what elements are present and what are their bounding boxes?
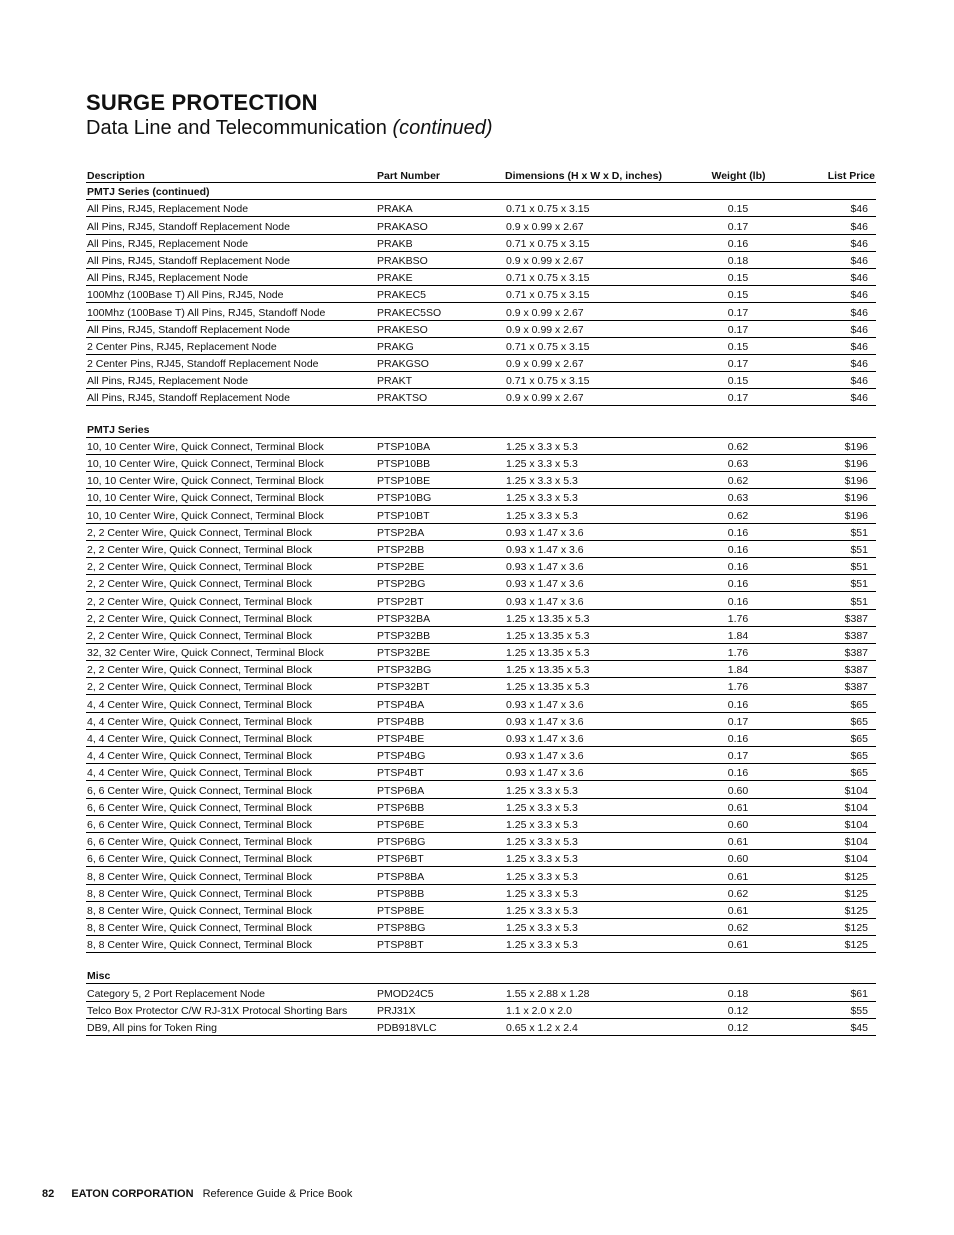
cell-weight: 0.18 [681, 984, 796, 1001]
cell-list-price: $61 [796, 984, 876, 1001]
cell-description: 2, 2 Center Wire, Quick Connect, Terminal Block [86, 523, 376, 540]
cell-description: 2 Center Pins, RJ45, Replacement Node [86, 337, 376, 354]
cell-description: 100Mhz (100Base T) All Pins, RJ45, Standoff Node [86, 303, 376, 320]
table-row [86, 764, 876, 781]
cell-dimensions: 1.25 x 3.3 x 5.3 [486, 901, 681, 918]
table-row [86, 303, 876, 320]
cell-part-number: PTSP32BT [376, 678, 486, 695]
table-row [86, 1001, 876, 1018]
cell-description: 6, 6 Center Wire, Quick Connect, Terminal Block [86, 850, 376, 867]
cell-dimensions: 1.25 x 3.3 x 5.3 [486, 832, 681, 849]
cell-weight: 0.16 [681, 575, 796, 592]
cell-part-number: PTSP10BB [376, 454, 486, 471]
cell-part-number: PTSP6BB [376, 798, 486, 815]
cell-dimensions: 0.93 x 1.47 x 3.6 [486, 764, 681, 781]
cell-weight: 0.60 [681, 781, 796, 798]
cell-dimensions: 1.25 x 3.3 x 5.3 [486, 867, 681, 884]
cell-description: Category 5, 2 Port Replacement Node [86, 984, 376, 1001]
cell-description: 2, 2 Center Wire, Quick Connect, Terminal Block [86, 557, 376, 574]
cell-part-number: PTSP2BG [376, 575, 486, 592]
cell-description: 8, 8 Center Wire, Quick Connect, Terminal Block [86, 867, 376, 884]
section-heading: PMTJ Series [86, 420, 876, 437]
section-spacer [86, 953, 876, 968]
table-row [86, 729, 876, 746]
header-part-number: Part Number [376, 167, 486, 183]
cell-part-number: PTSP32BB [376, 626, 486, 643]
cell-weight: 0.16 [681, 729, 796, 746]
cell-description: 2, 2 Center Wire, Quick Connect, Terminal Block [86, 678, 376, 695]
cell-weight: 0.62 [681, 918, 796, 935]
cell-dimensions: 1.25 x 3.3 x 5.3 [486, 850, 681, 867]
table-row [86, 372, 876, 389]
cell-list-price: $46 [796, 320, 876, 337]
cell-weight: 1.76 [681, 609, 796, 626]
cell-dimensions: 0.9 x 0.99 x 2.67 [486, 354, 681, 371]
cell-dimensions: 1.25 x 13.35 x 5.3 [486, 678, 681, 695]
table-row [86, 609, 876, 626]
section-heading-row [86, 183, 876, 200]
table-row [86, 695, 876, 712]
cell-weight: 0.61 [681, 832, 796, 849]
cell-part-number: PTSP4BB [376, 712, 486, 729]
cell-weight: 0.17 [681, 712, 796, 729]
cell-description: 4, 4 Center Wire, Quick Connect, Terminal Block [86, 747, 376, 764]
cell-description: 4, 4 Center Wire, Quick Connect, Terminal Block [86, 695, 376, 712]
cell-dimensions: 0.9 x 0.99 x 2.67 [486, 303, 681, 320]
cell-dimensions: 0.93 x 1.47 x 3.6 [486, 557, 681, 574]
cell-weight: 0.16 [681, 592, 796, 609]
table-row [86, 454, 876, 471]
cell-part-number: PTSP2BA [376, 523, 486, 540]
header-list-price: List Price [796, 167, 876, 183]
cell-weight: 0.62 [681, 506, 796, 523]
cell-list-price: $196 [796, 454, 876, 471]
cell-part-number: PTSP8BT [376, 936, 486, 953]
cell-description: 2, 2 Center Wire, Quick Connect, Terminal Block [86, 575, 376, 592]
cell-dimensions: 0.71 x 0.75 x 3.15 [486, 268, 681, 285]
cell-weight: 0.16 [681, 234, 796, 251]
table-row [86, 626, 876, 643]
cell-part-number: PTSP2BE [376, 557, 486, 574]
cell-dimensions: 1.25 x 3.3 x 5.3 [486, 884, 681, 901]
header-weight: Weight (lb) [681, 167, 796, 183]
cell-dimensions: 1.1 x 2.0 x 2.0 [486, 1001, 681, 1018]
cell-description: 2, 2 Center Wire, Quick Connect, Terminal Block [86, 540, 376, 557]
cell-list-price: $125 [796, 901, 876, 918]
section-heading-row [86, 420, 876, 437]
table-row [86, 540, 876, 557]
cell-part-number: PTSP4BE [376, 729, 486, 746]
table-row [86, 354, 876, 371]
cell-dimensions: 0.93 x 1.47 x 3.6 [486, 747, 681, 764]
cell-dimensions: 1.25 x 3.3 x 5.3 [486, 437, 681, 454]
page-number: 82 [42, 1188, 55, 1200]
cell-part-number: PTSP6BA [376, 781, 486, 798]
cell-list-price: $125 [796, 936, 876, 953]
cell-list-price: $46 [796, 389, 876, 406]
cell-description: 6, 6 Center Wire, Quick Connect, Terminal Block [86, 798, 376, 815]
cell-weight: 0.61 [681, 901, 796, 918]
cell-part-number: PRAKASO [376, 217, 486, 234]
cell-list-price: $51 [796, 592, 876, 609]
table-row [86, 506, 876, 523]
cell-part-number: PRAKG [376, 337, 486, 354]
cell-part-number: PRAKB [376, 234, 486, 251]
cell-description: 8, 8 Center Wire, Quick Connect, Terminal Block [86, 884, 376, 901]
table-row [86, 884, 876, 901]
cell-description: 100Mhz (100Base T) All Pins, RJ45, Node [86, 286, 376, 303]
table-row [86, 575, 876, 592]
cell-weight: 0.16 [681, 557, 796, 574]
cell-dimensions: 0.93 x 1.47 x 3.6 [486, 523, 681, 540]
table-body [86, 183, 876, 1036]
cell-dimensions: 0.93 x 1.47 x 3.6 [486, 729, 681, 746]
cell-weight: 0.61 [681, 798, 796, 815]
cell-list-price: $387 [796, 661, 876, 678]
cell-part-number: PTSP10BG [376, 489, 486, 506]
cell-part-number: PRAKT [376, 372, 486, 389]
cell-list-price: $65 [796, 695, 876, 712]
cell-description: 32, 32 Center Wire, Quick Connect, Terminal Block [86, 643, 376, 660]
cell-list-price: $65 [796, 764, 876, 781]
table-row [86, 251, 876, 268]
cell-weight: 0.63 [681, 454, 796, 471]
cell-weight: 1.76 [681, 643, 796, 660]
table-row [86, 747, 876, 764]
cell-dimensions: 1.25 x 3.3 x 5.3 [486, 506, 681, 523]
cell-weight: 0.17 [681, 217, 796, 234]
cell-description: 10, 10 Center Wire, Quick Connect, Terminal Block [86, 506, 376, 523]
cell-description: 6, 6 Center Wire, Quick Connect, Terminal Block [86, 781, 376, 798]
cell-dimensions: 0.93 x 1.47 x 3.6 [486, 695, 681, 712]
table-row [86, 557, 876, 574]
cell-list-price: $196 [796, 489, 876, 506]
cell-description: Telco Box Protector C/W RJ-31X Protocal Shorting Bars [86, 1001, 376, 1018]
cell-weight: 0.62 [681, 472, 796, 489]
cell-list-price: $46 [796, 234, 876, 251]
cell-part-number: PTSP10BE [376, 472, 486, 489]
cell-description: 8, 8 Center Wire, Quick Connect, Terminal Block [86, 936, 376, 953]
cell-list-price: $55 [796, 1001, 876, 1018]
cell-dimensions: 0.93 x 1.47 x 3.6 [486, 712, 681, 729]
cell-part-number: PRAKE [376, 268, 486, 285]
cell-list-price: $104 [796, 798, 876, 815]
table-row [86, 234, 876, 251]
table-row [86, 984, 876, 1001]
cell-weight: 0.16 [681, 540, 796, 557]
cell-dimensions: 0.71 x 0.75 x 3.15 [486, 372, 681, 389]
cell-list-price: $196 [796, 506, 876, 523]
cell-weight: 0.62 [681, 437, 796, 454]
cell-description: 6, 6 Center Wire, Quick Connect, Terminal Block [86, 815, 376, 832]
cell-weight: 0.17 [681, 303, 796, 320]
table-row [86, 286, 876, 303]
cell-weight: 0.15 [681, 337, 796, 354]
table-row [86, 918, 876, 935]
cell-list-price: $51 [796, 557, 876, 574]
spacer-cell [86, 953, 876, 968]
cell-weight: 0.16 [681, 695, 796, 712]
cell-part-number: PRAKESO [376, 320, 486, 337]
table-row [86, 712, 876, 729]
table-row [86, 850, 876, 867]
cell-part-number: PTSP4BT [376, 764, 486, 781]
cell-description: 4, 4 Center Wire, Quick Connect, Terminal Block [86, 764, 376, 781]
cell-part-number: PTSP4BA [376, 695, 486, 712]
cell-part-number: PTSP10BT [376, 506, 486, 523]
page-footer [42, 1188, 352, 1200]
cell-list-price: $65 [796, 747, 876, 764]
spacer-cell [86, 406, 876, 421]
cell-list-price: $104 [796, 832, 876, 849]
cell-weight: 0.61 [681, 867, 796, 884]
cell-list-price: $104 [796, 850, 876, 867]
cell-dimensions: 1.55 x 2.88 x 1.28 [486, 984, 681, 1001]
cell-description: 6, 6 Center Wire, Quick Connect, Terminal Block [86, 832, 376, 849]
cell-description: 10, 10 Center Wire, Quick Connect, Terminal Block [86, 472, 376, 489]
cell-part-number: PRAKGSO [376, 354, 486, 371]
subtitle-text: Data Line and Telecommunication [86, 117, 387, 139]
cell-part-number: PTSP6BE [376, 815, 486, 832]
cell-description: 2, 2 Center Wire, Quick Connect, Terminal Block [86, 592, 376, 609]
cell-dimensions: 0.71 x 0.75 x 3.15 [486, 200, 681, 217]
cell-part-number: PTSP4BG [376, 747, 486, 764]
cell-dimensions: 1.25 x 3.3 x 5.3 [486, 918, 681, 935]
cell-dimensions: 0.93 x 1.47 x 3.6 [486, 575, 681, 592]
cell-list-price: $46 [796, 251, 876, 268]
cell-list-price: $46 [796, 200, 876, 217]
cell-description: All Pins, RJ45, Standoff Replacement Node [86, 320, 376, 337]
cell-dimensions: 1.25 x 13.35 x 5.3 [486, 643, 681, 660]
cell-list-price: $387 [796, 609, 876, 626]
cell-description: DB9, All pins for Token Ring [86, 1018, 376, 1035]
table-row [86, 200, 876, 217]
cell-weight: 0.17 [681, 354, 796, 371]
cell-description: 2 Center Pins, RJ45, Standoff Replacement Node [86, 354, 376, 371]
cell-part-number: PTSP32BE [376, 643, 486, 660]
cell-weight: 0.16 [681, 523, 796, 540]
cell-dimensions: 0.93 x 1.47 x 3.6 [486, 540, 681, 557]
page-title: SURGE PROTECTION [86, 90, 318, 115]
cell-list-price: $387 [796, 678, 876, 695]
cell-weight: 1.84 [681, 661, 796, 678]
cell-description: All Pins, RJ45, Standoff Replacement Node [86, 389, 376, 406]
cell-description: 4, 4 Center Wire, Quick Connect, Terminal Block [86, 729, 376, 746]
cell-weight: 0.17 [681, 389, 796, 406]
cell-part-number: PTSP32BA [376, 609, 486, 626]
table-row [86, 781, 876, 798]
cell-dimensions: 1.25 x 13.35 x 5.3 [486, 609, 681, 626]
cell-dimensions: 1.25 x 3.3 x 5.3 [486, 798, 681, 815]
cell-list-price: $51 [796, 575, 876, 592]
cell-description: All Pins, RJ45, Replacement Node [86, 234, 376, 251]
cell-list-price: $46 [796, 217, 876, 234]
section-spacer [86, 406, 876, 421]
cell-list-price: $46 [796, 286, 876, 303]
section-heading: PMTJ Series (continued) [86, 183, 876, 200]
cell-weight: 0.60 [681, 850, 796, 867]
cell-weight: 0.12 [681, 1018, 796, 1035]
cell-description: All Pins, RJ45, Replacement Node [86, 200, 376, 217]
cell-description: 2, 2 Center Wire, Quick Connect, Terminal Block [86, 609, 376, 626]
cell-part-number: PRAKEC5 [376, 286, 486, 303]
cell-weight: 0.17 [681, 747, 796, 764]
cell-list-price: $45 [796, 1018, 876, 1035]
cell-weight: 1.76 [681, 678, 796, 695]
cell-dimensions: 0.71 x 0.75 x 3.15 [486, 234, 681, 251]
cell-part-number: PRAKEC5SO [376, 303, 486, 320]
table-row [86, 337, 876, 354]
table-row [86, 489, 876, 506]
table-row [86, 437, 876, 454]
price-table-container [86, 167, 876, 1036]
cell-description: All Pins, RJ45, Standoff Replacement Node [86, 251, 376, 268]
table-header-row [86, 167, 876, 183]
cell-list-price: $196 [796, 472, 876, 489]
cell-weight: 0.60 [681, 815, 796, 832]
cell-description: All Pins, RJ45, Replacement Node [86, 372, 376, 389]
cell-list-price: $51 [796, 523, 876, 540]
table-row [86, 815, 876, 832]
cell-list-price: $196 [796, 437, 876, 454]
table-row [86, 867, 876, 884]
cell-part-number: PTSP2BB [376, 540, 486, 557]
cell-part-number: PTSP6BG [376, 832, 486, 849]
cell-weight: 0.15 [681, 286, 796, 303]
cell-description: 10, 10 Center Wire, Quick Connect, Terminal Block [86, 454, 376, 471]
cell-part-number: PMOD24C5 [376, 984, 486, 1001]
cell-weight: 0.15 [681, 372, 796, 389]
cell-part-number: PRAKBSO [376, 251, 486, 268]
cell-list-price: $46 [796, 268, 876, 285]
cell-dimensions: 0.71 x 0.75 x 3.15 [486, 286, 681, 303]
page-subtitle [86, 117, 493, 140]
cell-weight: 0.15 [681, 268, 796, 285]
cell-dimensions: 0.93 x 1.47 x 3.6 [486, 592, 681, 609]
cell-list-price: $387 [796, 626, 876, 643]
table-row [86, 592, 876, 609]
cell-weight: 1.84 [681, 626, 796, 643]
table-row [86, 643, 876, 660]
cell-description: 4, 4 Center Wire, Quick Connect, Terminal Block [86, 712, 376, 729]
table-row [86, 523, 876, 540]
cell-dimensions: 1.25 x 13.35 x 5.3 [486, 626, 681, 643]
cell-weight: 0.17 [681, 320, 796, 337]
cell-list-price: $65 [796, 712, 876, 729]
section-heading: Misc [86, 967, 876, 984]
publication-title: Reference Guide & Price Book [202, 1188, 353, 1200]
cell-dimensions: 1.25 x 3.3 x 5.3 [486, 489, 681, 506]
cell-weight: 0.18 [681, 251, 796, 268]
cell-list-price: $46 [796, 354, 876, 371]
cell-dimensions: 1.25 x 3.3 x 5.3 [486, 454, 681, 471]
cell-part-number: PDB918VLC [376, 1018, 486, 1035]
table-row [86, 1018, 876, 1035]
price-table [86, 167, 876, 1036]
cell-description: 2, 2 Center Wire, Quick Connect, Terminal Block [86, 661, 376, 678]
cell-list-price: $104 [796, 781, 876, 798]
cell-dimensions: 0.65 x 1.2 x 2.4 [486, 1018, 681, 1035]
cell-dimensions: 1.25 x 3.3 x 5.3 [486, 815, 681, 832]
cell-weight: 0.12 [681, 1001, 796, 1018]
table-row [86, 936, 876, 953]
header-description: Description [86, 167, 376, 183]
subtitle-suffix: (continued) [392, 117, 493, 139]
cell-list-price: $125 [796, 918, 876, 935]
cell-dimensions: 0.9 x 0.99 x 2.67 [486, 217, 681, 234]
cell-part-number: PRAKTSO [376, 389, 486, 406]
cell-list-price: $387 [796, 643, 876, 660]
cell-description: All Pins, RJ45, Replacement Node [86, 268, 376, 285]
cell-part-number: PTSP32BG [376, 661, 486, 678]
cell-list-price: $46 [796, 337, 876, 354]
cell-description: 10, 10 Center Wire, Quick Connect, Terminal Block [86, 489, 376, 506]
table-row [86, 472, 876, 489]
cell-dimensions: 0.71 x 0.75 x 3.15 [486, 337, 681, 354]
cell-part-number: PTSP8BA [376, 867, 486, 884]
cell-dimensions: 1.25 x 3.3 x 5.3 [486, 781, 681, 798]
cell-description: 8, 8 Center Wire, Quick Connect, Terminal Block [86, 901, 376, 918]
cell-dimensions: 1.25 x 3.3 x 5.3 [486, 472, 681, 489]
cell-weight: 0.63 [681, 489, 796, 506]
cell-list-price: $125 [796, 884, 876, 901]
table-row [86, 661, 876, 678]
table-row [86, 678, 876, 695]
section-heading-row [86, 967, 876, 984]
cell-weight: 0.16 [681, 764, 796, 781]
cell-weight: 0.15 [681, 200, 796, 217]
cell-dimensions: 1.25 x 3.3 x 5.3 [486, 936, 681, 953]
table-row [86, 832, 876, 849]
cell-part-number: PRAKA [376, 200, 486, 217]
cell-description: 2, 2 Center Wire, Quick Connect, Terminal Block [86, 626, 376, 643]
company-name: EATON CORPORATION [71, 1188, 194, 1200]
cell-list-price: $125 [796, 867, 876, 884]
cell-part-number: PTSP8BG [376, 918, 486, 935]
cell-weight: 0.61 [681, 936, 796, 953]
cell-dimensions: 0.9 x 0.99 x 2.67 [486, 389, 681, 406]
cell-part-number: PTSP10BA [376, 437, 486, 454]
cell-description: All Pins, RJ45, Standoff Replacement Node [86, 217, 376, 234]
table-row [86, 798, 876, 815]
cell-list-price: $46 [796, 372, 876, 389]
cell-list-price: $104 [796, 815, 876, 832]
cell-dimensions: 0.9 x 0.99 x 2.67 [486, 251, 681, 268]
table-row [86, 389, 876, 406]
cell-weight: 0.62 [681, 884, 796, 901]
cell-list-price: $46 [796, 303, 876, 320]
cell-part-number: PTSP8BE [376, 901, 486, 918]
cell-list-price: $51 [796, 540, 876, 557]
cell-part-number: PRJ31X [376, 1001, 486, 1018]
cell-part-number: PTSP8BB [376, 884, 486, 901]
table-row [86, 268, 876, 285]
table-row [86, 320, 876, 337]
cell-list-price: $65 [796, 729, 876, 746]
header-dimensions: Dimensions (H x W x D, inches) [486, 167, 681, 183]
cell-description: 10, 10 Center Wire, Quick Connect, Terminal Block [86, 437, 376, 454]
cell-description: 8, 8 Center Wire, Quick Connect, Terminal Block [86, 918, 376, 935]
table-row [86, 901, 876, 918]
cell-dimensions: 0.9 x 0.99 x 2.67 [486, 320, 681, 337]
cell-part-number: PTSP2BT [376, 592, 486, 609]
cell-part-number: PTSP6BT [376, 850, 486, 867]
cell-dimensions: 1.25 x 13.35 x 5.3 [486, 661, 681, 678]
table-row [86, 217, 876, 234]
